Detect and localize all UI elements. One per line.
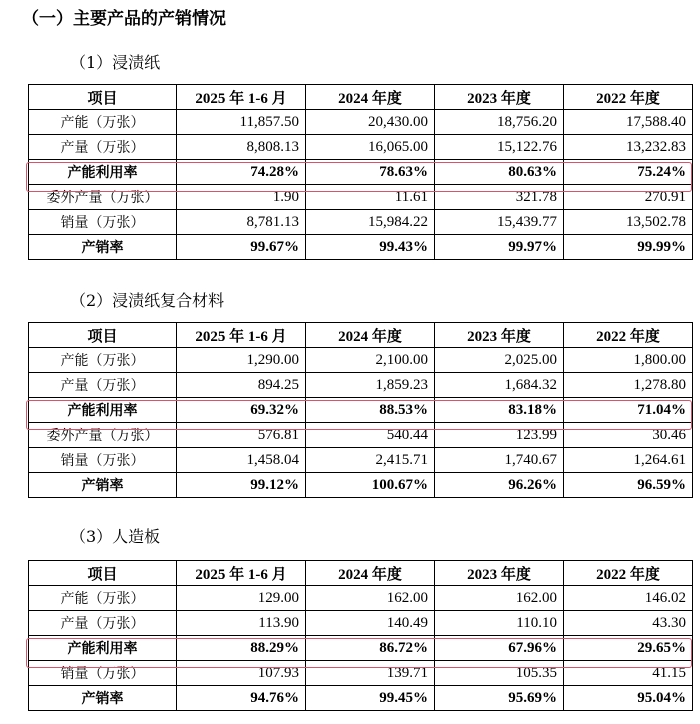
cell: 1,290.00 (177, 348, 306, 373)
table-row (29, 661, 693, 686)
table-impregnated-paper (28, 84, 693, 260)
cell: 83.18% (435, 398, 564, 423)
col-header-item: 项目 (29, 323, 177, 348)
table-row (29, 448, 693, 473)
cell: 2,100.00 (306, 348, 435, 373)
cell: 78.63% (306, 160, 435, 185)
row-label: 销量（万张） (29, 210, 177, 235)
row-label: 产销率 (29, 686, 177, 711)
cell: 576.81 (177, 423, 306, 448)
table-row (29, 348, 693, 373)
cell: 95.04% (564, 686, 693, 711)
col-header-2022: 2022 年度 (564, 561, 693, 586)
row-label: 委外产量（万张） (29, 185, 177, 210)
table-row-sales-rate (29, 235, 693, 260)
col-header-2023: 2023 年度 (435, 561, 564, 586)
table-wood-panel (28, 560, 693, 711)
cell: 162.00 (306, 586, 435, 611)
cell: 140.49 (306, 611, 435, 636)
cell: 99.12% (177, 473, 306, 498)
cell: 123.99 (435, 423, 564, 448)
cell: 30.46 (564, 423, 693, 448)
cell: 146.02 (564, 586, 693, 611)
cell: 13,502.78 (564, 210, 693, 235)
table-row-sales-rate (29, 473, 693, 498)
row-label: 委外产量（万张） (29, 423, 177, 448)
row-label: 产能（万张） (29, 110, 177, 135)
cell: 15,984.22 (306, 210, 435, 235)
col-header-2025h1: 2025 年 1-6 月 (177, 561, 306, 586)
page-heading: （一）主要产品的产销情况 (22, 9, 226, 29)
col-header-2022: 2022 年度 (564, 323, 693, 348)
cell: 2,415.71 (306, 448, 435, 473)
table-row (29, 423, 693, 448)
cell: 99.99% (564, 235, 693, 260)
col-header-item: 项目 (29, 561, 177, 586)
table-header-row (29, 323, 693, 348)
cell: 69.32% (177, 398, 306, 423)
row-label: 产能利用率 (29, 636, 177, 661)
cell: 1,278.80 (564, 373, 693, 398)
cell: 74.28% (177, 160, 306, 185)
cell: 95.69% (435, 686, 564, 711)
cell: 1,859.23 (306, 373, 435, 398)
table-row-utilization (29, 636, 693, 661)
cell: 29.65% (564, 636, 693, 661)
cell: 110.10 (435, 611, 564, 636)
table-header-row (29, 85, 693, 110)
cell: 1,264.61 (564, 448, 693, 473)
table-row (29, 373, 693, 398)
cell: 321.78 (435, 185, 564, 210)
cell: 8,808.13 (177, 135, 306, 160)
cell: 11,857.50 (177, 110, 306, 135)
cell: 11.61 (306, 185, 435, 210)
cell: 8,781.13 (177, 210, 306, 235)
row-label: 产量（万张） (29, 135, 177, 160)
cell: 1.90 (177, 185, 306, 210)
section-title-impregnated-paper: （1）浸渍纸 (70, 53, 161, 72)
table-header-row (29, 561, 693, 586)
table-row-utilization (29, 160, 693, 185)
table-row (29, 586, 693, 611)
cell: 99.43% (306, 235, 435, 260)
cell: 96.26% (435, 473, 564, 498)
cell: 17,588.40 (564, 110, 693, 135)
cell: 88.53% (306, 398, 435, 423)
cell: 99.67% (177, 235, 306, 260)
table-row-sales-rate (29, 686, 693, 711)
cell: 129.00 (177, 586, 306, 611)
table-row-utilization (29, 398, 693, 423)
row-label: 产能利用率 (29, 160, 177, 185)
col-header-item: 项目 (29, 85, 177, 110)
row-label: 产能（万张） (29, 586, 177, 611)
table-composite-material (28, 322, 693, 498)
cell: 18,756.20 (435, 110, 564, 135)
col-header-2025h1: 2025 年 1-6 月 (177, 323, 306, 348)
cell: 139.71 (306, 661, 435, 686)
cell: 540.44 (306, 423, 435, 448)
cell: 80.63% (435, 160, 564, 185)
col-header-2023: 2023 年度 (435, 323, 564, 348)
row-label: 销量（万张） (29, 448, 177, 473)
cell: 99.97% (435, 235, 564, 260)
row-label: 产能（万张） (29, 348, 177, 373)
col-header-2024: 2024 年度 (306, 85, 435, 110)
cell: 86.72% (306, 636, 435, 661)
row-label: 产销率 (29, 235, 177, 260)
table-row (29, 611, 693, 636)
cell: 15,439.77 (435, 210, 564, 235)
table-row (29, 210, 693, 235)
cell: 99.45% (306, 686, 435, 711)
cell: 75.24% (564, 160, 693, 185)
cell: 41.15 (564, 661, 693, 686)
table-row (29, 185, 693, 210)
col-header-2023: 2023 年度 (435, 85, 564, 110)
cell: 94.76% (177, 686, 306, 711)
col-header-2022: 2022 年度 (564, 85, 693, 110)
col-header-2024: 2024 年度 (306, 323, 435, 348)
cell: 1,458.04 (177, 448, 306, 473)
cell: 16,065.00 (306, 135, 435, 160)
cell: 894.25 (177, 373, 306, 398)
cell: 71.04% (564, 398, 693, 423)
row-label: 产能利用率 (29, 398, 177, 423)
col-header-2025h1: 2025 年 1-6 月 (177, 85, 306, 110)
row-label: 销量（万张） (29, 661, 177, 686)
cell: 270.91 (564, 185, 693, 210)
cell: 20,430.00 (306, 110, 435, 135)
cell: 2,025.00 (435, 348, 564, 373)
section-title-wood-panel: （3）人造板 (70, 527, 161, 546)
cell: 96.59% (564, 473, 693, 498)
section-title-composite-material: （2）浸渍纸复合材料 (70, 291, 225, 310)
cell: 67.96% (435, 636, 564, 661)
cell: 100.67% (306, 473, 435, 498)
cell: 43.30 (564, 611, 693, 636)
table-row (29, 110, 693, 135)
cell: 105.35 (435, 661, 564, 686)
cell: 162.00 (435, 586, 564, 611)
col-header-2024: 2024 年度 (306, 561, 435, 586)
cell: 1,800.00 (564, 348, 693, 373)
cell: 13,232.83 (564, 135, 693, 160)
table-row (29, 135, 693, 160)
cell: 107.93 (177, 661, 306, 686)
cell: 1,684.32 (435, 373, 564, 398)
row-label: 产量（万张） (29, 611, 177, 636)
cell: 113.90 (177, 611, 306, 636)
cell: 88.29% (177, 636, 306, 661)
cell: 15,122.76 (435, 135, 564, 160)
row-label: 产量（万张） (29, 373, 177, 398)
row-label: 产销率 (29, 473, 177, 498)
cell: 1,740.67 (435, 448, 564, 473)
